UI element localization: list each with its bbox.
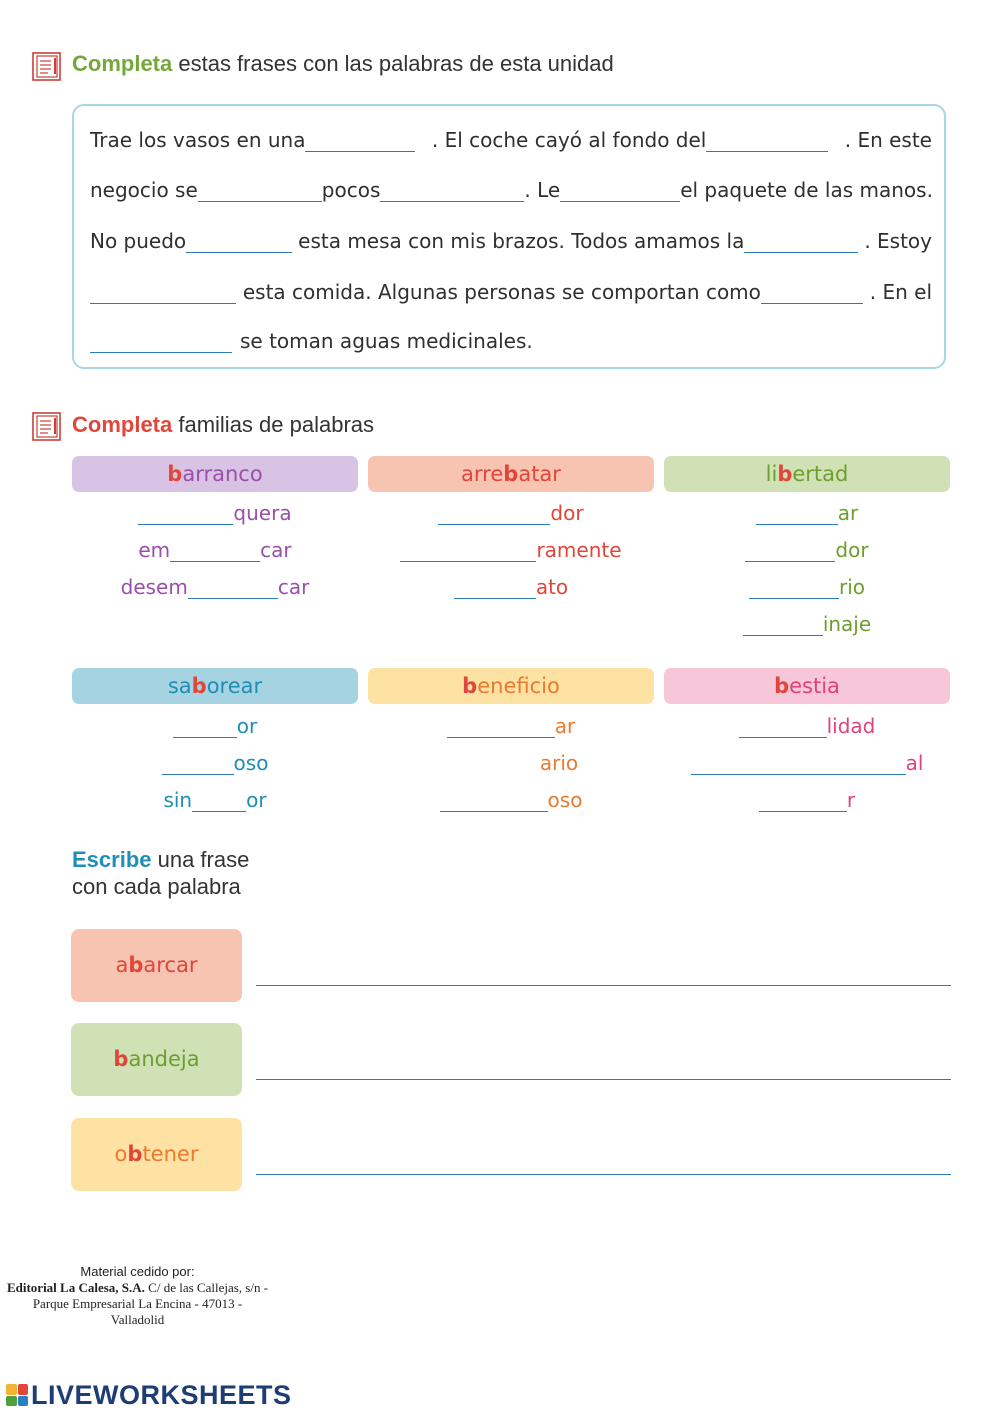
word-box xyxy=(71,1023,242,1096)
family-row-suffix: ario xyxy=(539,751,579,775)
family-row-prefix: desem xyxy=(120,575,188,599)
family-blank-input[interactable] xyxy=(739,715,827,738)
family-row-suffix: ar xyxy=(837,501,859,525)
family-blank-input[interactable] xyxy=(756,502,838,525)
family-row xyxy=(72,782,358,812)
family-row-suffix: dor xyxy=(550,501,584,525)
family-head xyxy=(664,668,950,704)
sentence-text: No puedo xyxy=(90,229,187,253)
family-row xyxy=(664,708,950,738)
family-blank-input[interactable] xyxy=(173,715,237,738)
exercise2-title xyxy=(72,412,374,438)
family-blank-input[interactable] xyxy=(438,502,550,525)
sentence-text: . Le xyxy=(524,178,561,202)
exercise1-rest: estas frases con las palabras de esta unidad xyxy=(172,51,614,76)
sentence-text: . En el xyxy=(869,280,932,304)
family-head xyxy=(664,456,950,492)
family-blank-input[interactable] xyxy=(138,502,233,525)
family-head xyxy=(368,456,654,492)
family-head-b: b xyxy=(462,674,478,698)
family-head-b: b xyxy=(503,462,519,486)
family-row-suffix: quera xyxy=(233,501,292,525)
family-head-post: ertad xyxy=(792,462,849,486)
family-blank-input[interactable] xyxy=(400,539,536,562)
sentence-text: Trae los vasos en una xyxy=(90,128,306,152)
sentence-text: esta comida. Algunas personas se comportan como xyxy=(242,280,761,304)
family-row xyxy=(664,495,950,525)
family-row-suffix: r xyxy=(846,788,856,812)
exercise3-verb: Escribe xyxy=(72,847,152,872)
family-head-post: estia xyxy=(789,674,840,698)
exercise1-verb: Completa xyxy=(72,51,173,76)
family-row-suffix: or xyxy=(236,714,258,738)
sentence-text: el paquete de las manos. xyxy=(680,178,933,202)
sentence-text: . El coche cayó al fondo del xyxy=(431,128,707,152)
family-row xyxy=(368,569,654,599)
sentence-line-2 xyxy=(90,166,932,202)
family-head-pre: sa xyxy=(167,674,192,698)
family-head-post: atar xyxy=(518,462,561,486)
blank-input[interactable] xyxy=(90,330,232,353)
sentence-write-input[interactable] xyxy=(256,983,951,986)
blank-input[interactable] xyxy=(305,129,415,152)
sentence-text: pocos xyxy=(321,178,381,202)
family-row xyxy=(664,569,950,599)
credit-line3: Parque Empresarial La Encina - 47013 - xyxy=(32,1296,243,1311)
family-row xyxy=(664,782,950,812)
family-row xyxy=(72,532,358,562)
family-row-suffix: dor xyxy=(835,538,869,562)
family-row xyxy=(72,495,358,525)
credit-line1: Material cedido por: xyxy=(80,1264,195,1279)
exercise2-rest: familias de palabras xyxy=(172,412,375,437)
sentence-line-1 xyxy=(90,116,932,152)
blank-input[interactable] xyxy=(744,230,858,253)
sentence-text: . Estoy xyxy=(864,229,932,253)
family-row-suffix: oso xyxy=(233,751,269,775)
family-row xyxy=(368,532,654,562)
family-row-suffix: ar xyxy=(554,714,576,738)
family-row xyxy=(72,745,358,775)
notebook-icon xyxy=(31,410,63,442)
sentence-line-4 xyxy=(90,268,932,304)
sentence-write-input[interactable] xyxy=(256,1077,951,1080)
blank-input[interactable] xyxy=(560,179,680,202)
family-head-b: b xyxy=(774,674,790,698)
family-blank-input[interactable] xyxy=(444,753,540,775)
family-row xyxy=(368,782,654,812)
exercise3-line2: con cada palabra xyxy=(72,874,241,899)
credit-block xyxy=(0,1264,275,1328)
credit-line4: Valladolid xyxy=(110,1312,165,1327)
sentence-line-5 xyxy=(90,317,932,353)
blank-input[interactable] xyxy=(380,179,524,202)
word-post: tener xyxy=(142,1142,199,1166)
word-b: b xyxy=(113,1047,129,1071)
family-row xyxy=(664,745,950,775)
blank-input[interactable] xyxy=(198,179,322,202)
family-blank-input[interactable] xyxy=(691,752,906,775)
family-head xyxy=(368,668,654,704)
family-row-prefix: sin xyxy=(163,788,193,812)
family-row-suffix: ato xyxy=(535,575,569,599)
logo-squares-icon xyxy=(6,1384,28,1406)
exercise1-title xyxy=(72,51,614,77)
notebook-icon xyxy=(31,50,63,82)
family-head xyxy=(72,668,358,704)
liveworksheets-logo xyxy=(6,1380,292,1410)
family-head-post: orear xyxy=(206,674,263,698)
family-head xyxy=(72,456,358,492)
family-blank-input[interactable] xyxy=(447,715,555,738)
family-row-prefix: em xyxy=(138,538,171,562)
family-row xyxy=(72,569,358,599)
family-head-pre: arre xyxy=(461,462,504,486)
credit-publisher: Editorial La Calesa, S.A. xyxy=(6,1280,145,1295)
family-row xyxy=(664,532,950,562)
word-pre: a xyxy=(115,953,129,977)
exercise3-rest: una frase xyxy=(151,847,250,872)
family-row-suffix: al xyxy=(905,751,924,775)
family-row xyxy=(368,708,654,738)
family-row-suffix: oso xyxy=(547,788,583,812)
blank-input[interactable] xyxy=(90,281,236,304)
family-row xyxy=(368,745,654,775)
family-row-suffix: ramente xyxy=(536,538,622,562)
family-head-b: b xyxy=(777,462,793,486)
family-row xyxy=(664,606,950,636)
family-blank-input[interactable] xyxy=(454,576,536,599)
credit-address: C/ de las Callejas, s/n - xyxy=(144,1280,269,1295)
word-b: b xyxy=(127,1142,143,1166)
word-pre: o xyxy=(114,1142,128,1166)
sentence-text: esta mesa con mis brazos. Todos amamos la xyxy=(298,229,745,253)
family-blank-input[interactable] xyxy=(759,789,847,812)
family-blank-input[interactable] xyxy=(162,752,234,775)
family-row-suffix: car xyxy=(260,538,292,562)
blank-input[interactable] xyxy=(761,281,863,304)
family-head-b: b xyxy=(167,462,183,486)
family-head-b: b xyxy=(191,674,207,698)
family-blank-input[interactable] xyxy=(440,789,548,812)
family-row-suffix: inaje xyxy=(822,612,872,636)
word-box xyxy=(71,929,242,1002)
family-blank-input[interactable] xyxy=(743,613,823,636)
family-blank-input[interactable] xyxy=(749,576,839,599)
word-post: arcar xyxy=(143,953,198,977)
blank-input[interactable] xyxy=(186,230,292,253)
family-head-pre: li xyxy=(765,462,778,486)
sentence-line-3 xyxy=(90,217,932,253)
word-box xyxy=(71,1118,242,1191)
family-blank-input[interactable] xyxy=(170,539,260,562)
family-row-suffix: rio xyxy=(838,575,865,599)
exercise3-title xyxy=(72,846,249,900)
sentence-text: negocio se xyxy=(90,178,198,202)
sentence-write-input[interactable] xyxy=(256,1172,951,1175)
exercise2-verb: Completa xyxy=(72,412,173,437)
logo-text: LIVEWORKSHEETS xyxy=(31,1379,292,1410)
family-row-suffix: lidad xyxy=(826,714,876,738)
sentence-text: se toman aguas medicinales. xyxy=(240,329,533,353)
word-b: b xyxy=(128,953,144,977)
family-blank-input[interactable] xyxy=(192,789,246,812)
family-row xyxy=(72,708,358,738)
sentence-text: . En este xyxy=(844,128,932,152)
family-blank-input[interactable] xyxy=(188,576,278,599)
family-head-post: eneficio xyxy=(477,674,560,698)
family-row-suffix: or xyxy=(246,788,267,812)
family-row xyxy=(368,495,654,525)
family-blank-input[interactable] xyxy=(745,539,835,562)
blank-input[interactable] xyxy=(706,129,828,152)
word-post: andeja xyxy=(128,1047,200,1071)
family-row-suffix: car xyxy=(277,575,310,599)
family-head-post: arranco xyxy=(182,462,263,486)
